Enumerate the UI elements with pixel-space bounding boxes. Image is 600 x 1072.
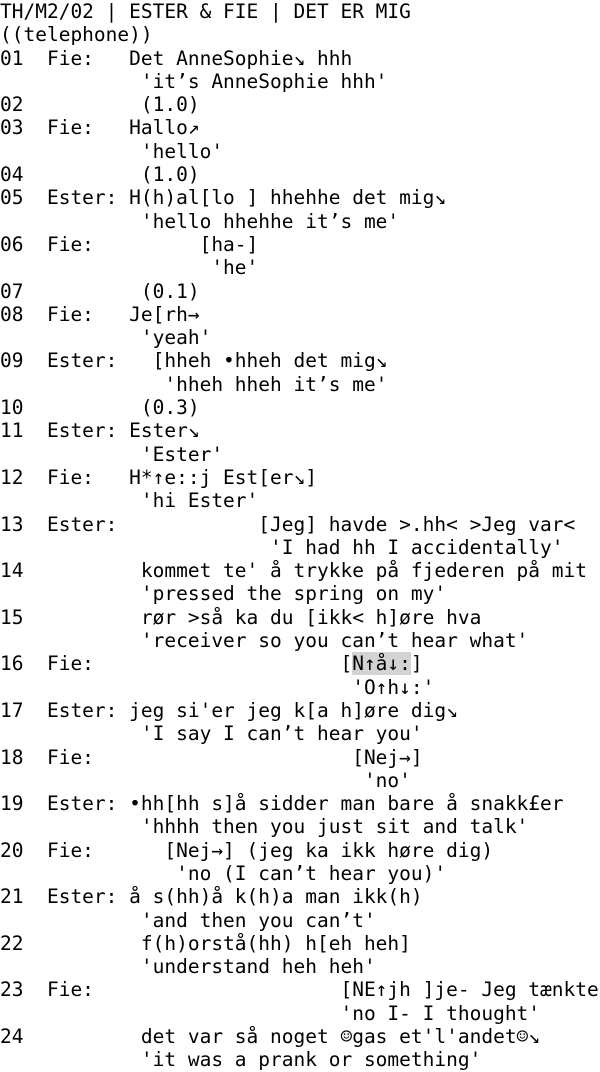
transcript-line: 'he' [0,256,259,280]
transcript-line: 01 Fie: Det AnneSophie↘ hhh [0,46,353,70]
transcript-line: 07 (0.1) [0,279,200,303]
transcript-subtitle: ((telephone)) [0,23,153,47]
transcript-line: 12 Fie: H*↑e::j Est[er↘] [0,465,317,489]
transcript-line: 'I say I can’t hear you' [0,722,423,746]
transcript-line [0,652,600,675]
transcript-line: 09 Ester: [hheh •hheh det mig↘ [0,349,388,373]
transcript-line: 'hello' [0,139,224,163]
transcript-lines [0,47,600,1072]
transcript-line: 13 Ester: [Jeg] havde >.hh< >Jeg var< [0,512,576,536]
transcript-line: 'receiver so you can’t hear what' [0,629,529,653]
transcript-line: 'no I- I thought' [0,1001,541,1025]
transcript-line: 05 Ester: H(h)al[lo ] hhehhe det mig↘ [0,186,447,210]
transcript-line: 03 Fie: Hallo↗ [0,116,200,140]
transcript-title: TH/M2/02 | ESTER & FIE | DET ER MIG [0,0,411,23]
line-suffix: ] [410,652,423,676]
transcript-line: 'it was a prank or something' [0,1048,482,1072]
transcript-line: 'hi Ester' [0,489,259,513]
transcript-line: 02 (1.0) [0,93,200,117]
transcript-line: 'no (I can’t hear you)' [0,861,447,885]
transcript-line: 'understand heh heh' [0,955,376,979]
transcript-line: 'I had hh I accidentally' [0,535,564,559]
line-prefix: 16 Fie: [ [0,652,353,676]
transcript-line: 19 Ester: •hh[hh s]å sidder man bare å snakk£er [0,792,564,816]
transcript-line: 15 rør >så ka du [ikk< h]øre hva [0,605,482,629]
transcript-line: 17 Ester: jeg si'er jeg k[a h]øre dig↘ [0,698,458,722]
transcript-line: 21 Ester: å s(hh)å k(h)a man ikk(h) [0,885,423,909]
transcript-line: 22 f(h)orstå(hh) h[eh heh] [0,931,411,955]
transcript-line: 08 Fie: Je[rh→ [0,302,200,326]
transcript-line: 24 det var så noget ☺gas et'l'andet☺↘ [0,1025,541,1049]
transcript-line: 'O↑h↓:' [0,675,435,699]
transcript-line: 'hello hhehhe it’s me' [0,209,400,233]
transcript-line: 06 Fie: [ha-] [0,232,259,256]
transcript-line: 'yeah' [0,326,212,350]
transcript-line: 20 Fie: [Nej→] (jeg ka ikk høre dig) [0,838,494,862]
transcript-line: 14 kommet te' å trykke på fjederen på mit [0,559,587,583]
highlighted-utterance: N↑å↓: [352,652,411,676]
transcript-line: 'it’s AnneSophie hhh' [0,69,388,93]
transcript-line: 10 (0.3) [0,396,200,420]
transcript-line: 'hhhh then you just sit and talk' [0,815,529,839]
transcript-line: 04 (1.0) [0,163,200,187]
transcript-line: 'pressed the spring on my' [0,582,447,606]
transcript-line: 'and then you can’t' [0,908,376,932]
transcript-line: 23 Fie: [NE↑jh ]je- Jeg tænkte [0,978,599,1002]
transcript-line: 'hheh hheh it’s me' [0,372,388,396]
transcript-line: 'Ester' [0,442,224,466]
transcript-line: 'no' [0,768,411,792]
transcript-line: 11 Ester: Ester↘ [0,419,200,443]
transcript-line: 18 Fie: [Nej→] [0,745,423,769]
